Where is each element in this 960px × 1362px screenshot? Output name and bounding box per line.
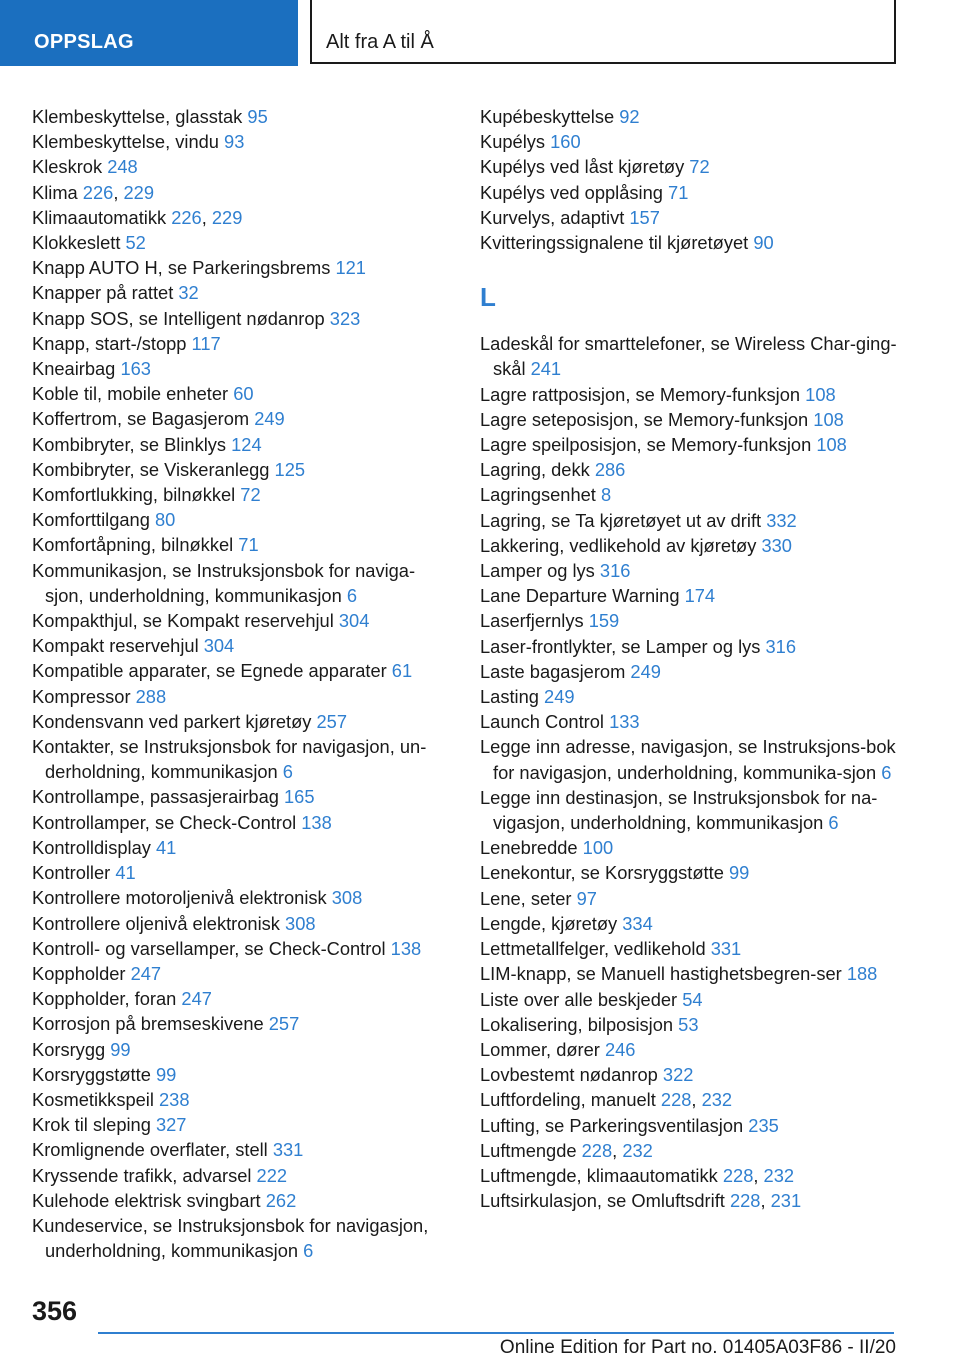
- page-reference-link[interactable]: 228: [581, 1139, 613, 1161]
- page-reference-link[interactable]: 334: [622, 912, 653, 934]
- index-entry: [32, 936, 452, 961]
- index-entry: [32, 784, 452, 809]
- index-term: Luftmengde: [480, 1139, 582, 1161]
- index-list-l: [480, 331, 900, 1213]
- page-reference-link[interactable]: 304: [338, 610, 370, 632]
- page-reference-link[interactable]: 108: [813, 408, 844, 430]
- index-term: Kupélys: [480, 131, 551, 153]
- index-entry: [32, 558, 452, 608]
- index-entry: [32, 860, 452, 885]
- index-entry: [32, 1062, 452, 1087]
- page-reference-link[interactable]: 331: [710, 938, 742, 960]
- page-reference-link[interactable]: 228: [722, 1164, 754, 1186]
- index-term: Kupébeskyttelse: [480, 106, 620, 127]
- index-entry: [32, 331, 452, 356]
- index-term: Kleskrok: [32, 156, 108, 178]
- index-term: Kompressor: [32, 685, 136, 707]
- edition-footer: Online Edition for Part no. 01405A03F86 - II/20: [499, 1337, 896, 1358]
- index-term: Kompakt reservehjul: [32, 635, 204, 657]
- page-reference-link[interactable]: 330: [761, 534, 792, 556]
- page-reference-link[interactable]: 308: [331, 887, 363, 909]
- index-entry: [32, 1163, 452, 1188]
- index-entry: [32, 230, 452, 255]
- index-term: Lagring, dekk: [480, 459, 595, 481]
- index-term: Koppholder: [32, 962, 131, 984]
- index-term: Lagre speilposisjon, se Memory-funksjon: [480, 434, 817, 456]
- index-entry: [480, 205, 900, 230]
- page-reference-link[interactable]: 163: [120, 358, 151, 380]
- index-term: Kneairbag: [32, 358, 121, 380]
- index-term: Klokkeslett: [32, 232, 126, 254]
- page-reference-link[interactable]: 286: [594, 459, 626, 481]
- index-term: Lenebredde: [480, 837, 583, 859]
- index-term: Legge inn destinasjon, se Instruksjonsbok for na-vigasjon, underholdning, kommunikasjon: [480, 786, 878, 834]
- index-term: Kryssende trafikk, advarsel: [32, 1164, 257, 1186]
- page-reference-link[interactable]: 6: [346, 584, 357, 606]
- page-reference-link[interactable]: 226: [82, 181, 114, 203]
- index-term: Ladeskål for smarttelefoner, se Wireless Char-ging-skål: [480, 333, 897, 380]
- page-reference-link[interactable]: 52: [125, 232, 146, 254]
- index-entry: Luftmengde 228, 232: [480, 1139, 653, 1161]
- index-entry: [480, 987, 900, 1012]
- index-term: Lasting: [480, 686, 545, 708]
- index-term: Laserfjernlys: [480, 610, 589, 632]
- page-reference-link[interactable]: 232: [622, 1139, 653, 1161]
- index-term: Lengde, kjøretøy: [480, 912, 623, 934]
- index-entry: [480, 659, 900, 684]
- page-reference-link[interactable]: 41: [155, 836, 177, 858]
- index-term: Lenekontur, se Korsryggstøtte: [480, 862, 729, 884]
- page-reference-link[interactable]: 226: [171, 206, 202, 228]
- index-entry: [480, 104, 900, 129]
- index-entry: [480, 508, 900, 533]
- index-list-k-continued: [480, 104, 900, 255]
- index-entry: [32, 1011, 452, 1036]
- page-reference-link[interactable]: 165: [284, 786, 315, 808]
- index-term: Kontrollere oljenivå elektronisk: [32, 912, 286, 934]
- index-term: Kombibryter, se Blinklys: [32, 433, 232, 455]
- index-term: Lettmetallfelger, vedlikehold: [480, 938, 711, 960]
- index-term: Lagre seteposisjon, se Memory-funksjon: [480, 408, 814, 430]
- page-reference-link[interactable]: 32: [178, 282, 199, 304]
- page-reference-link[interactable]: 71: [668, 181, 689, 203]
- index-entry: Luftfordeling, manuelt 228, 232: [480, 1089, 733, 1111]
- index-term: Korsrygg: [32, 1038, 111, 1060]
- index-term: Lene, seter: [480, 887, 577, 909]
- index-entry: [480, 331, 900, 381]
- index-term: Klembeskyttelse, glasstak: [32, 106, 248, 127]
- index-term: Luftfordeling, manuelt: [480, 1089, 661, 1111]
- page-reference-link[interactable]: 99: [728, 862, 750, 884]
- page-reference-link[interactable]: 262: [265, 1189, 297, 1211]
- index-entry: [480, 684, 900, 709]
- page-reference-link[interactable]: 95: [247, 106, 268, 127]
- index-entry: [32, 255, 452, 280]
- index-entry: [480, 154, 900, 179]
- page-reference-link[interactable]: 6: [828, 812, 839, 834]
- page-reference-link[interactable]: 241: [530, 358, 562, 380]
- index-term: Kondensvann ved parkert kjøretøy: [32, 710, 317, 732]
- index-term: Kromlignende overflater, stell: [32, 1139, 273, 1161]
- index-entry: [32, 633, 452, 658]
- page-reference-link[interactable]: 99: [110, 1038, 131, 1060]
- index-term: Launch Control: [480, 711, 610, 733]
- page-header: [0, 0, 960, 66]
- index-entry: [480, 734, 900, 784]
- index-entry: [32, 432, 452, 457]
- page-reference-link[interactable]: 160: [550, 131, 581, 153]
- index-column-left: [32, 104, 452, 1263]
- index-term: Lagring, se Ta kjøretøyet ut av drift: [480, 509, 767, 531]
- page-reference-link[interactable]: 108: [816, 434, 847, 456]
- page-reference-link[interactable]: 238: [159, 1088, 190, 1110]
- page-reference-link[interactable]: 257: [316, 710, 348, 732]
- index-term: Lane Departure Warning: [480, 585, 685, 607]
- index-term: Kontrollere motoroljenivå elektronisk: [32, 887, 332, 909]
- index-entry: [32, 1037, 452, 1062]
- letter-heading: L: [480, 282, 496, 313]
- index-term: Lakkering, vedlikehold av kjøretøy: [480, 534, 762, 556]
- index-term: Lamper og lys: [480, 560, 600, 582]
- index-term: Kosmetikkspeil: [32, 1088, 159, 1110]
- index-term: Komfortlukking, bilnøkkel: [32, 484, 241, 506]
- index-entry: [480, 1062, 900, 1087]
- index-term: Lufting, se Parkeringsventilasjon: [480, 1114, 749, 1136]
- index-entry: [32, 1137, 452, 1162]
- index-term: Kommunikasjon, se Instruksjonsbok for naviga-sjon, underholdning, kommunikasjon: [32, 559, 416, 606]
- page-reference-link[interactable]: 174: [684, 585, 716, 607]
- page-reference-link[interactable]: 188: [846, 963, 878, 985]
- index-term: Komforttilgang: [32, 509, 155, 531]
- index-term: Koffertrom, se Bagasjerom: [32, 408, 255, 430]
- index-entry: [32, 1213, 452, 1263]
- index-term: Kurvelys, adaptivt: [480, 206, 630, 228]
- section-tab: OPPSLAG: [0, 0, 298, 66]
- index-entry: Luftmengde, klimaautomatikk 228, 232: [480, 1164, 795, 1186]
- page-reference-link[interactable]: 316: [765, 635, 797, 657]
- index-term: Kontrolldisplay: [32, 836, 156, 858]
- index-entry: [32, 810, 452, 835]
- index-entry: [480, 558, 900, 583]
- index-term: Lagre rattposisjon, se Memory-funksjon: [480, 383, 806, 405]
- page-reference-link[interactable]: 117: [191, 332, 221, 354]
- page-reference-link[interactable]: 228: [729, 1190, 761, 1212]
- index-term: Luftmengde, klimaautomatikk: [480, 1164, 723, 1186]
- index-term: Lommer, dører: [480, 1038, 605, 1060]
- page-reference-link[interactable]: 331: [272, 1139, 304, 1161]
- index-entry: [480, 961, 900, 986]
- page-reference-link[interactable]: 231: [770, 1190, 802, 1212]
- index-entry: [32, 154, 452, 179]
- index-entry: [480, 180, 900, 205]
- page-reference-link[interactable]: 53: [678, 1013, 699, 1035]
- index-term: Kulehode elektrisk svingbart: [32, 1189, 266, 1211]
- page-reference-link[interactable]: 304: [203, 635, 235, 657]
- page-reference-link[interactable]: 133: [609, 711, 640, 733]
- index-entry: [32, 482, 452, 507]
- index-entry: [480, 835, 900, 860]
- page-reference-link[interactable]: 108: [805, 383, 836, 405]
- page-reference-link[interactable]: 60: [233, 383, 254, 405]
- index-term: Kompatible apparater, se Egnede apparater: [32, 660, 392, 682]
- index-term: Legge inn adresse, navigasjon, se Instruksjons-bok for navigasjon, underholdning, kommunika-sjon: [480, 736, 896, 783]
- page-reference-link[interactable]: 41: [115, 862, 136, 884]
- index-entry: [480, 1113, 900, 1138]
- page-reference-link[interactable]: 232: [763, 1164, 795, 1186]
- page-reference-link[interactable]: 71: [238, 534, 259, 556]
- index-term: Klembeskyttelse, vindu: [32, 131, 225, 153]
- index-entry: [32, 507, 452, 532]
- index-entry: [480, 785, 900, 835]
- index-entry: [480, 634, 900, 659]
- index-entry: [32, 658, 452, 683]
- index-term: Kontroll- og varsellamper, se Check-Control: [32, 937, 391, 959]
- page-reference-link[interactable]: 121: [335, 257, 366, 279]
- index-term: Krok til sleping: [32, 1114, 156, 1136]
- index-entry: [480, 936, 900, 961]
- index-entry: [32, 129, 452, 154]
- index-entry: [32, 734, 452, 784]
- page-reference-link[interactable]: 92: [619, 106, 640, 127]
- page-reference-link[interactable]: 138: [301, 811, 332, 833]
- page-reference-link[interactable]: 247: [181, 988, 212, 1010]
- page-reference-link[interactable]: 157: [629, 206, 660, 228]
- page-reference-link[interactable]: 90: [753, 232, 774, 254]
- index-entry: [32, 1188, 452, 1213]
- index-entry: [480, 608, 900, 633]
- index-term: Laste bagasjerom: [480, 660, 631, 682]
- index-entry: [32, 406, 452, 431]
- index-term: Knapp SOS, se Intelligent nødanrop: [32, 307, 330, 329]
- page-reference-link[interactable]: 308: [285, 912, 316, 934]
- index-entry: [480, 1037, 900, 1062]
- index-entry: [480, 407, 900, 432]
- page-reference-link[interactable]: 93: [224, 131, 245, 153]
- index-entry: [480, 709, 900, 734]
- index-entry: Klima 226, 229: [32, 181, 154, 203]
- page-reference-link[interactable]: 248: [107, 156, 138, 178]
- page-reference-link[interactable]: 247: [130, 962, 162, 984]
- index-entry: [32, 306, 452, 331]
- page-reference-link[interactable]: 8: [600, 484, 612, 506]
- page-reference-link[interactable]: 249: [630, 660, 661, 682]
- index-entry: [32, 104, 452, 129]
- index-entry: [480, 886, 900, 911]
- page-reference-link[interactable]: 249: [254, 408, 285, 430]
- page-reference-link[interactable]: 6: [303, 1240, 314, 1262]
- index-term: Kontakter, se Instruksjonsbok for navigasjon, un-derholdning, kommunikasjon: [32, 736, 427, 783]
- page-reference-link[interactable]: 125: [274, 458, 306, 480]
- index-term: Laser-frontlykter, se Lamper og lys: [480, 635, 766, 657]
- page-reference-link[interactable]: 257: [268, 1013, 300, 1035]
- index-term: Liste over alle beskjeder: [480, 988, 683, 1010]
- index-term: Knapper på rattet: [32, 282, 179, 304]
- page-reference-link[interactable]: 228: [660, 1089, 692, 1111]
- index-term: Klimaautomatikk: [32, 206, 172, 228]
- index-entry: [32, 608, 452, 633]
- index-term: Koble til, mobile enheter: [32, 383, 234, 405]
- index-entry: [32, 1112, 452, 1137]
- page-reference-link[interactable]: 229: [211, 206, 243, 228]
- index-entry: [480, 129, 900, 154]
- index-entry: [32, 1087, 452, 1112]
- index-entry: [480, 230, 900, 255]
- page-reference-link[interactable]: 222: [256, 1164, 288, 1186]
- page-reference-link[interactable]: 99: [155, 1063, 177, 1085]
- index-term: Kombibryter, se Viskeranlegg: [32, 458, 275, 480]
- index-entry: [480, 457, 900, 482]
- index-entry: [480, 911, 900, 936]
- index-entry: [480, 382, 900, 407]
- index-term: Kompakthjul, se Kompakt reservehjul: [32, 610, 339, 632]
- page-reference-link[interactable]: 332: [766, 509, 797, 531]
- index-term: Lovbestemt nødanrop: [480, 1064, 663, 1086]
- page-reference-link[interactable]: 327: [155, 1114, 187, 1136]
- page-reference-link[interactable]: 229: [123, 181, 154, 203]
- page-reference-link[interactable]: 316: [599, 560, 631, 582]
- page-reference-link[interactable]: 54: [682, 988, 703, 1010]
- index-term: Kupélys ved låst kjøretøy: [480, 156, 690, 178]
- index-term: LIM-knapp, se Manuell hastighetsbegren-ser: [480, 963, 847, 985]
- index-entry: [480, 432, 900, 457]
- index-entry: [32, 986, 452, 1011]
- page-reference-link[interactable]: 249: [544, 686, 575, 708]
- page-reference-link[interactable]: 288: [135, 685, 167, 707]
- page-reference-link[interactable]: 72: [240, 484, 261, 506]
- page-reference-link[interactable]: 246: [604, 1038, 636, 1060]
- page-reference-link[interactable]: 235: [748, 1114, 779, 1136]
- index-entry: [32, 885, 452, 910]
- index-entry: Luftsirkulasjon, se Omluftsdrift 228, 231: [480, 1190, 802, 1212]
- page-number: 356: [32, 1296, 78, 1326]
- index-entry: [32, 356, 452, 381]
- page-reference-link[interactable]: 322: [662, 1064, 694, 1086]
- page-reference-link[interactable]: 61: [391, 660, 413, 682]
- index-term: Knapp AUTO H, se Parkeringsbrems: [32, 257, 336, 279]
- index-entry: [32, 684, 452, 709]
- index-term: Koppholder, foran: [32, 988, 182, 1010]
- page-reference-link[interactable]: 124: [231, 433, 262, 455]
- index-entry: Klimaautomatikk 226, 229: [32, 206, 243, 228]
- index-term: Korrosjon på bremseskivene: [32, 1013, 269, 1035]
- index-entry: [480, 583, 900, 608]
- page-reference-link[interactable]: 80: [154, 509, 176, 531]
- page-reference-link[interactable]: 97: [576, 887, 597, 909]
- index-entry: [480, 860, 900, 885]
- index-term: Lokalisering, bilposisjon: [480, 1013, 679, 1035]
- index-entry: [32, 532, 452, 557]
- index-entry: [32, 457, 452, 482]
- index-entry: [32, 961, 452, 986]
- index-entry: [480, 482, 900, 507]
- index-term: Luftsirkulasjon, se Omluftsdrift: [480, 1190, 730, 1212]
- page-reference-link[interactable]: 6: [282, 761, 293, 783]
- index-entry: [480, 533, 900, 558]
- index-entry: [32, 280, 452, 305]
- index-term: Klima: [32, 181, 83, 203]
- index-entry: [32, 709, 452, 734]
- index-term: Korsryggstøtte: [32, 1063, 156, 1085]
- chapter-title: Alt fra A til Å: [310, 0, 896, 64]
- page-reference-link[interactable]: 72: [689, 156, 710, 178]
- page-reference-link[interactable]: 232: [701, 1089, 733, 1111]
- page-reference-link[interactable]: 100: [582, 837, 614, 859]
- index-entry: [32, 911, 452, 936]
- index-column-right: [480, 104, 900, 1213]
- index-term: Komfortåpning, bilnøkkel: [32, 534, 239, 556]
- index-term: Knapp, start-/stopp: [32, 332, 192, 354]
- index-term: Kontroller: [32, 862, 116, 884]
- index-term: Kvitteringssignalene til kjøretøyet: [480, 232, 754, 254]
- index-entry: [32, 835, 452, 860]
- index-entry: [480, 1012, 900, 1037]
- index-term: Kontrollamper, se Check-Control: [32, 811, 302, 833]
- page-reference-link[interactable]: 138: [390, 937, 422, 959]
- index-term: Lagringsenhet: [480, 484, 601, 506]
- page-reference-link[interactable]: 323: [329, 307, 361, 329]
- index-entry: [32, 381, 452, 406]
- index-term: Kontrollampe, passasjerairbag: [32, 786, 285, 808]
- page-reference-link[interactable]: 159: [588, 610, 620, 632]
- index-term: Kundeservice, se Instruksjonsbok for navigasjon, underholdning, kommunikasjon: [32, 1214, 429, 1262]
- page-reference-link[interactable]: 6: [881, 761, 892, 783]
- index-term: Kupélys ved opplåsing: [480, 181, 669, 203]
